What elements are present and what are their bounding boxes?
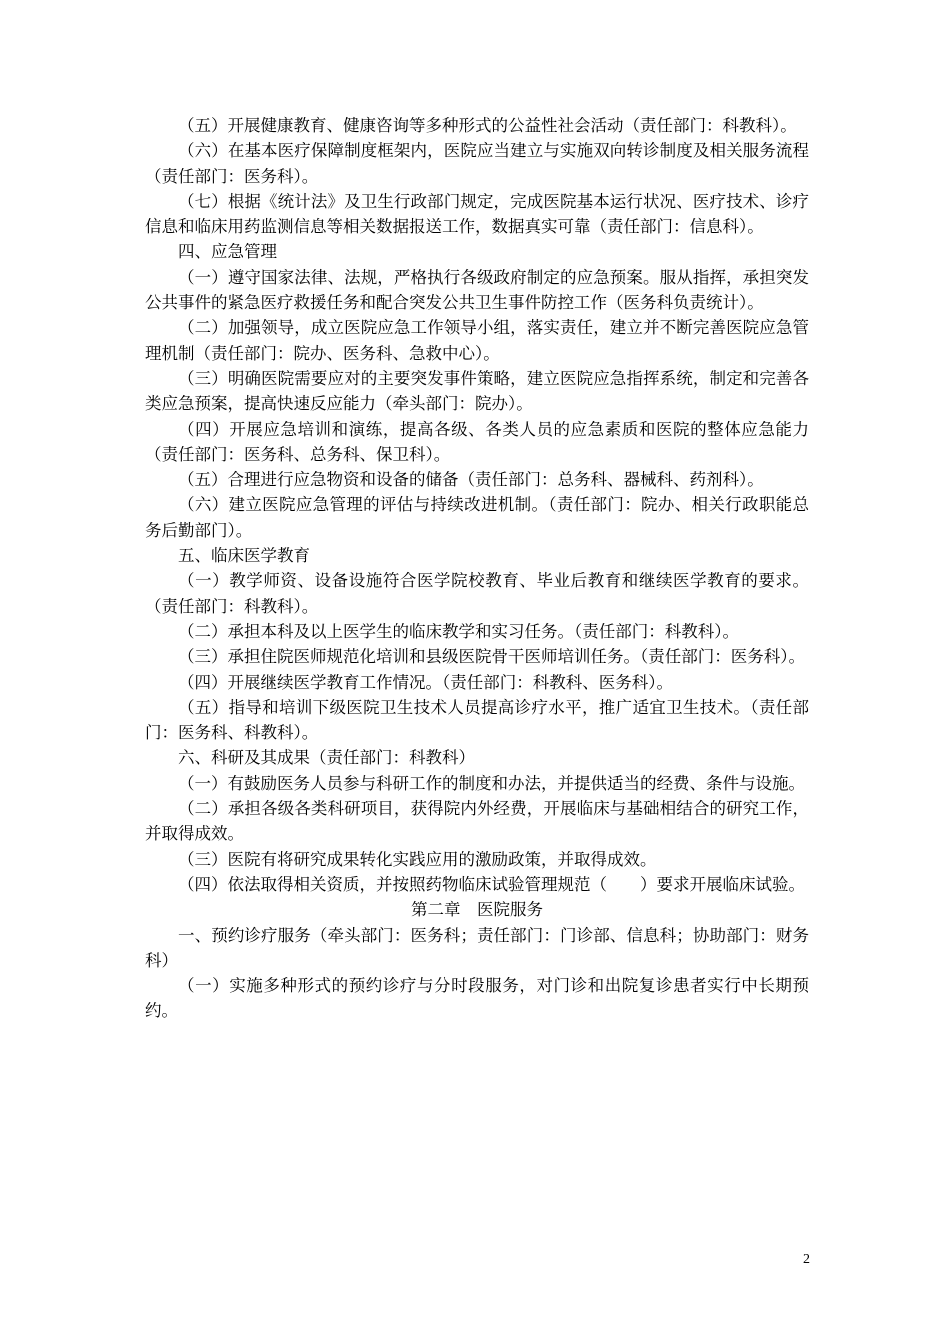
paragraph: （二）承担各级各类科研项目，获得院内外经费，开展临床与基础相结合的研究工作，并取得成效。: [145, 799, 809, 844]
paragraph: （四）开展应急培训和演练，提高各级、各类人员的应急素质和医院的整体应急能力（责任部门：医务科、总务科、保卫科）。: [145, 419, 809, 464]
paragraph: （三）承担住院医师规范化培训和县级医院骨干医师培训任务。（责任部门：医务科）。: [178, 647, 805, 667]
paragraph: （四）开展继续医学教育工作情况。（责任部门：科教科、医务科）。: [178, 672, 673, 692]
section-heading: 五、临床医学教育: [178, 546, 310, 566]
page-number: 2: [803, 1252, 810, 1267]
paragraph: （一）教学师资、设备设施符合医学院校教育、毕业后教育和继续医学教育的要求。（责任部门：科教科）。: [145, 571, 809, 616]
paragraph: （五）指导和培训下级医院卫生技术人员提高诊疗水平，推广适宜卫生技术。（责任部门：医务科、科教科）。: [145, 697, 809, 743]
section-heading: 六、科研及其成果（责任部门：科教科）: [178, 748, 475, 768]
paragraph: （一）遵守国家法律、法规，严格执行各级政府制定的应急预案。服从指挥，承担突发公共事件的紧急医疗救援任务和配合突发公共卫生事件防控工作（医务科负责统计）。: [145, 267, 809, 313]
paragraph: （二）加强领导，成立医院应急工作领导小组，落实责任，建立并不断完善医院应急管理机制（责任部门：院办、医务科、急救中心）。: [145, 318, 809, 363]
paragraph: （六）在基本医疗保障制度框架内，医院应当建立与实施双向转诊制度及相关服务流程（责任部门：医务科）。: [145, 141, 809, 186]
paragraph: （五）合理进行应急物资和设备的储备（责任部门：总务科、器械科、药剂科）。: [178, 470, 764, 490]
paragraph: （四）依法取得相关资质，并按照药物临床试验管理规范（ ）要求开展临床试验。: [178, 874, 805, 894]
section-heading: 四、应急管理: [178, 242, 277, 262]
paragraph: （五）开展健康教育、健康咨询等多种形式的公益性社会活动（责任部门：科教科）。: [178, 116, 797, 135]
paragraph: （三）医院有将研究成果转化实践应用的激励政策，并取得成效。: [178, 849, 657, 869]
paragraph: （一）实施多种形式的预约诊疗与分时段服务，对门诊和出院复诊患者实行中长期预约。: [145, 976, 809, 1021]
chapter-heading: 第二章 医院服务: [411, 900, 543, 920]
document-body: [145, 113, 809, 1024]
paragraph: （三）明确医院需要应对的主要突发事件策略，建立医院应急指挥系统，制定和完善各类应急预案，提高快速反应能力（牵头部门：院办）。: [145, 368, 809, 414]
paragraph: （一）有鼓励医务人员参与科研工作的制度和办法，并提供适当的经费、条件与设施。: [178, 773, 805, 793]
section-heading: 一、预约诊疗服务（牵头部门：医务科；责任部门：门诊部、信息科；协助部门：财务科）: [145, 925, 809, 970]
paragraph: （七）根据《统计法》及卫生行政部门规定，完成医院基本运行状况、医疗技术、诊疗信息和临床用药监测信息等相关数据报送工作，数据真实可靠（责任部门：信息科）。: [145, 191, 809, 237]
paragraph: （六）建立医院应急管理的评估与持续改进机制。（责任部门：院办、相关行政职能总务后勤部门）。: [145, 495, 809, 540]
paragraph: （二）承担本科及以上医学生的临床教学和实习任务。（责任部门：科教科）。: [178, 621, 739, 641]
